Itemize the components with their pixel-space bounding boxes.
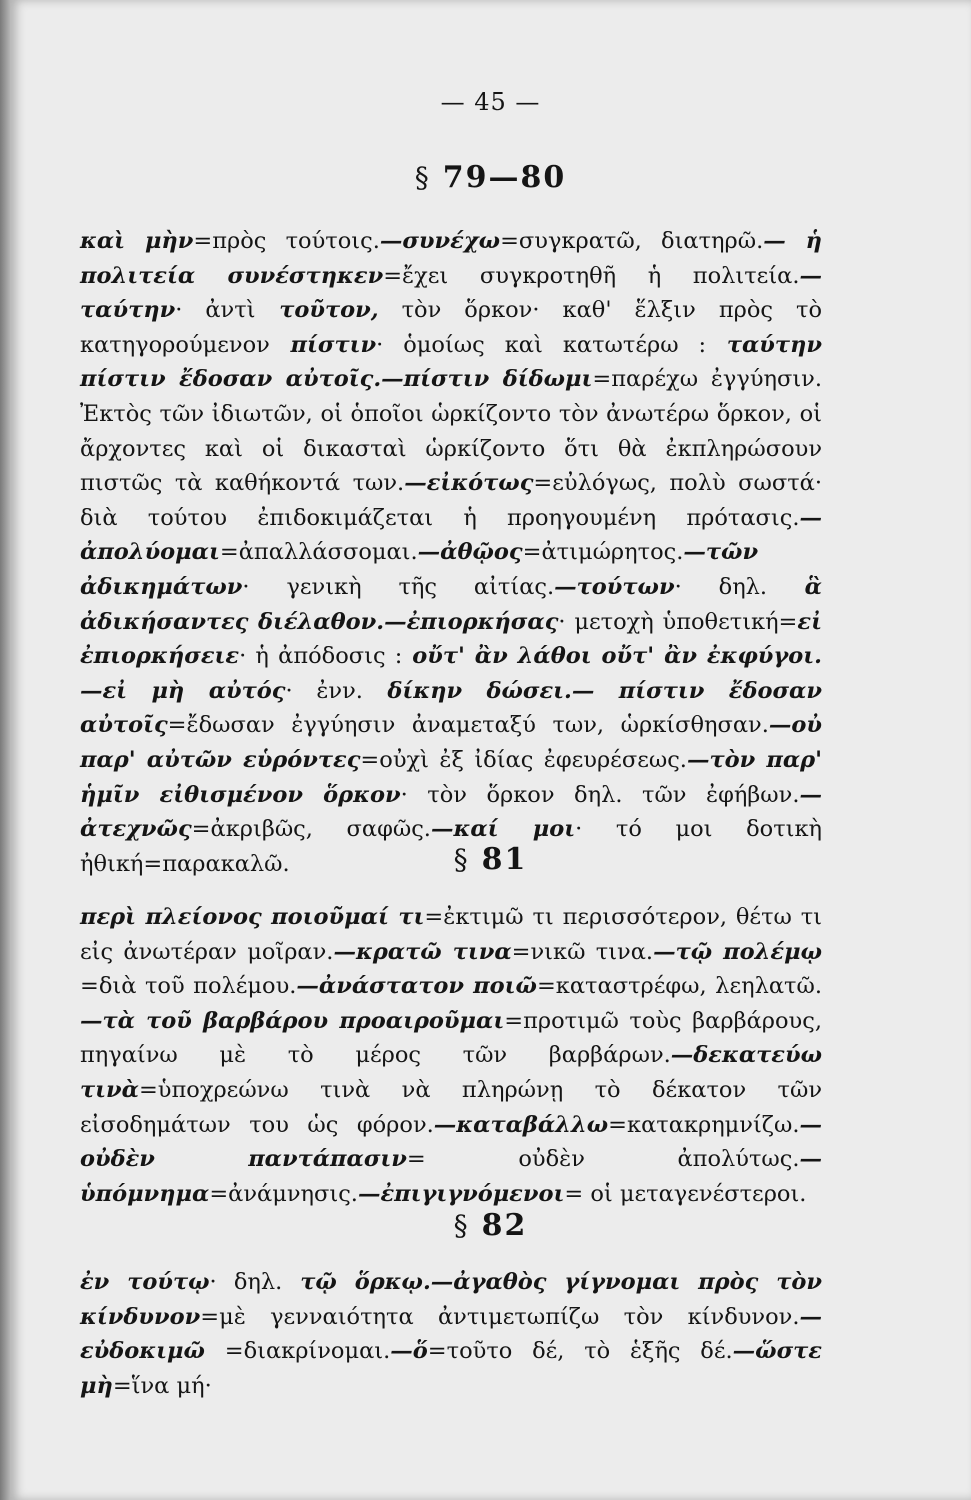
commentary-paragraph-81 [80,900,822,1211]
lemma-gloss: =προτιμῶ τοὺς βαρβάρους, πηγαίνω μὲ τὸ μέρος τῶν βαρβάρων. [80,1007,822,1069]
lemma-gloss: =καταστρέφω, λεηλατῶ. [536,973,822,1000]
lemma-term: —τῷ πολέμῳ [653,938,822,965]
lemma-gloss: =ἀνάμνησις. [209,1180,358,1207]
lemma-term: —ἀθῷος [417,539,523,566]
lemma-term: —οὐ παρ' αὐτῶν εὑρόντες [80,712,822,773]
lemma-term: —ἀπολύομαι [80,504,822,566]
lemma-term: ἃ ἀδικήσαντες διέλαθον. [80,573,822,635]
lemma-term: —εἰκότως [404,470,534,497]
lemma-gloss: =εὐλόγως, πολὺ σωστά· διὰ τούτου ἐπιδοκιμάζεται ἡ προηγουμένη πρότασις. [80,470,822,531]
lemma-gloss: =ἀπαλλάσσομαι. [219,539,418,566]
lemma-gloss: · τό μοι δοτικὴ ἠθική=παρακαλῶ. [80,816,823,877]
lemma-term: οὔτ' ἂν λάθοι οὔτ' ἂν ἐκφύγοι. [402,643,822,670]
lemma-gloss: · ἀντὶ [175,297,256,324]
lemma-term: τοῦτον, [255,297,379,324]
section-heading-82 [10,1208,971,1243]
lemma-term: — πίστιν ἔδοσαν αὐτοῖς [80,677,822,739]
lemma-gloss: =οὐχὶ ἐξ ἰδίας ἐφευρέσεως. [360,746,687,773]
lemma-term: —συνέχω [379,228,501,254]
section-sign: § [453,843,470,876]
lemma-gloss: τὸν ὅρκον· καθ' ἕλξιν πρὸς τὸ κατηγορούμενον [80,297,822,358]
lemma-term: —κρατῶ τινα [333,938,512,965]
lemma-gloss: =ὑποχρεώνω τινὰ νὰ πληρώνῃ τὸ δέκατον τῶν εἰσοδημάτων του ὡς φόρον. [80,1076,822,1138]
lemma-gloss: · μετοχὴ ὑποθετική= [558,608,798,635]
lemma-term: — ἡ πολιτεία συνέστηκεν [80,228,822,289]
lemma-term: —ἀτεχνῶς [80,781,822,843]
lemma-gloss: =τοῦτο δέ, τὸ ἑξῆς δέ. [427,1338,733,1365]
lemma-gloss: =ἀτιμώρητος. [522,539,684,566]
section-number: 82 [481,1208,528,1243]
lemma-gloss: · ὁμοίως καὶ κατωτέρω : [376,331,707,358]
book-page [10,0,971,1500]
lemma-term: —τούτων [554,573,675,600]
section-sign: § [453,1209,470,1242]
page-binding-edge [0,0,10,1500]
lemma-term: —τῶν ἀδικημάτων [80,539,759,600]
lemma-term: ταύτην πίστιν ἔδοσαν αὐτοῖς. [80,331,822,393]
lemma-gloss: =ἀκριβῶς, σαφῶς. [191,816,431,843]
commentary-paragraph-79-80 [80,224,822,881]
lemma-term: —εὐδοκιμῶ [80,1303,822,1365]
lemma-gloss: =ἐκτιμῶ τι περισσότερον, θέτω τι εἰς ἀνωτέραν μοῖραν. [80,904,822,965]
lemma-gloss: =ἔχει συγκροτηθῆ ἡ πολιτεία. [383,262,800,289]
lemma-gloss: =διὰ τοῦ πολέμου. [80,973,297,1000]
lemma-gloss: = οἱ μεταγενέστεροι. [564,1180,807,1207]
lemma-term: —εἰ μὴ αὐτός [80,677,286,704]
lemma-term: —ἀνάστατον ποιῶ [296,973,537,1000]
lemma-term: εἰ ἐπιορκήσειε [80,608,822,670]
lemma-term: τῷ ὅρκῳ. [282,1269,431,1295]
lemma-term: —ὥστε μὴ [80,1338,822,1399]
lemma-gloss: · δηλ. [209,1269,283,1295]
lemma-gloss: · δηλ. [674,573,768,600]
lemma-term: —ἀγαθὸς γίγνομαι πρὸς τὸν κίνδυνον [80,1269,822,1330]
lemma-term: —ὑπόμνημα [80,1146,823,1207]
lemma-term: —ἐπιορκήσας [384,608,559,635]
lemma-term: περὶ πλείονος ποιοῦμαί τι [80,904,425,930]
lemma-term: δίκην δώσει. [362,677,572,704]
lemma-term: —ἐπιγιγνόμενοι [357,1180,565,1207]
section-heading-81 [10,842,971,877]
section-number: 79—80 [442,160,567,195]
commentary-paragraph-82 [80,1265,822,1403]
lemma-gloss: =ἔδωσαν ἐγγύησιν ἀναμεταξύ των, ὡρκίσθησαν. [167,712,769,739]
lemma-term: —καί μοι [430,816,576,843]
lemma-term: —τὸν παρ' ἡμῖν εἰθισμένον ὅρκον [80,746,823,808]
section-number: 81 [481,842,528,877]
lemma-term: —ταύτην [80,262,822,324]
section-heading-79-80 [10,160,971,195]
lemma-term: —πίστιν δίδωμι [381,366,593,393]
lemma-term: —τὰ τοῦ βαρβάρου προαιροῦμαι [80,1007,505,1034]
lemma-gloss: =παρέχω ἐγγύησιν. Ἐκτὸς τῶν ἰδιωτῶν, οἱ ὁποῖοι ὡρκίζοντο τὸν ἀνωτέρω ὅρκον, οἱ ἄρχοντες καὶ οἱ δικασταὶ ὡρκίζοντο ὅτι θὰ ἐκπληρώσουν πιστῶς τὰ καθήκοντά των. [80,366,822,497]
lemma-term: καὶ μὴν [80,228,194,254]
lemma-term: πίστιν [269,331,377,358]
lemma-gloss: =πρὸς τούτοις. [193,228,380,254]
lemma-gloss: =νικῶ τινα. [511,938,654,965]
lemma-term: ἐν τούτῳ [80,1269,210,1295]
lemma-gloss: · γενικὴ τῆς αἰτίας. [242,573,555,600]
lemma-gloss: · ἐνν. [285,677,363,704]
lemma-gloss: = οὐδὲν ἀπολύτως. [406,1146,800,1173]
lemma-gloss: =ἵνα μή· [112,1372,212,1399]
lemma-term: —οὐδὲν παντάπασιν [80,1111,822,1173]
lemma-gloss: =διακρίνομαι. [204,1338,391,1365]
page-number: — 45 — [440,88,541,116]
lemma-gloss: =μὲ γενναιότητα ἀντιμετωπίζω τὸν κίνδυνον. [200,1303,800,1330]
lemma-term: —καταβάλλω [433,1111,609,1138]
lemma-gloss: · ἡ ἀπόδοσις : [239,643,403,670]
lemma-term: —δεκατεύω τινὰ [80,1042,822,1103]
lemma-gloss: · τὸν ὅρκον δηλ. τῶν ἐφήβων. [400,781,800,808]
lemma-gloss: =συγκρατῶ, διατηρῶ. [500,228,764,254]
section-sign: § [414,161,431,194]
lemma-term: —ὅ [390,1338,428,1365]
lemma-gloss: =κατακρημνίζω. [608,1111,800,1138]
